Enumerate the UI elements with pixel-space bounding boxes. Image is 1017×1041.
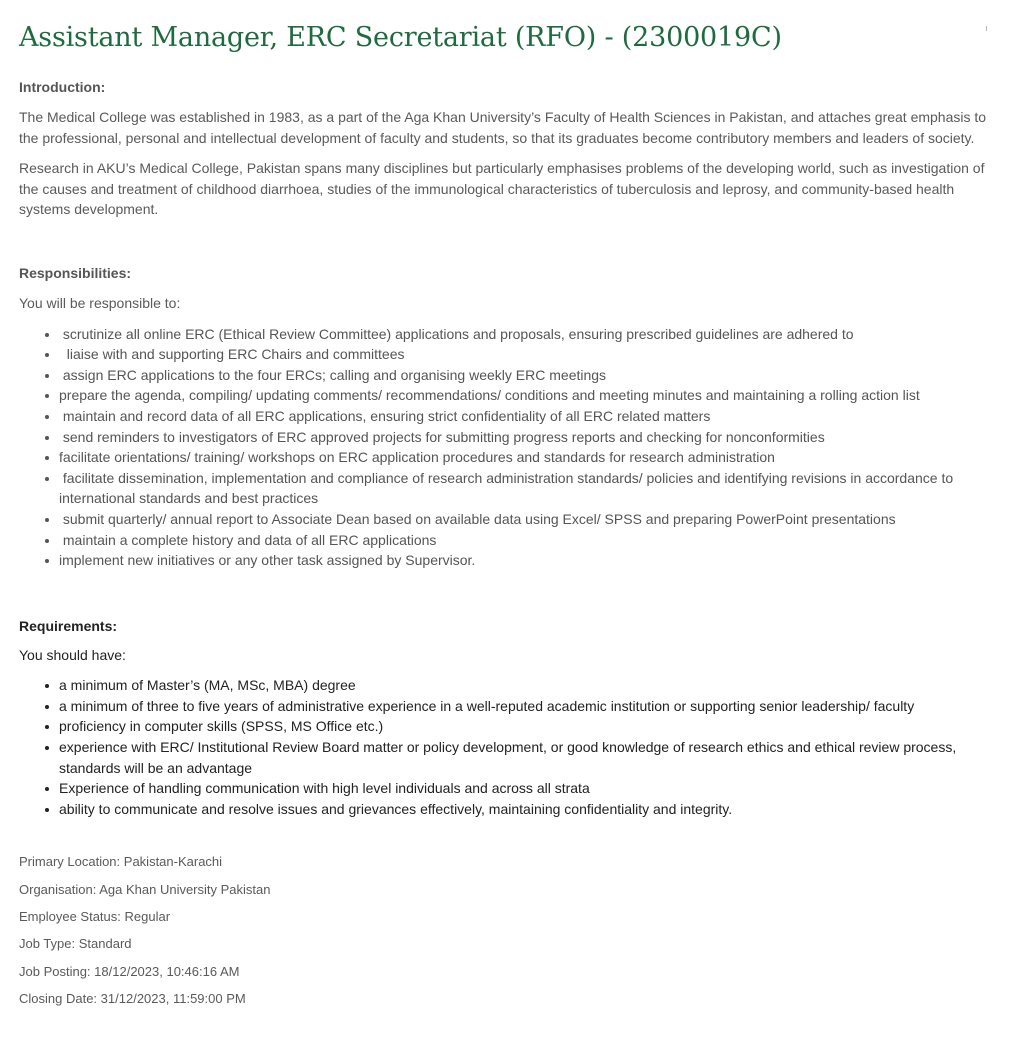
bullet-icon [45,746,49,750]
requirements-section [19,616,994,820]
job-title: Assistant Manager, ERC Secretariat (RFO) - (2300019C) [19,22,782,53]
detail-value: Aga Khan University Pakistan [99,881,271,897]
detail-organisation [19,882,994,898]
introduction-paragraph: The Medical College was established in 1983, as a part of the Aga Khan University’s Faculty of Health Sciences in Pakistan, and attaches great emphasis to the professional, personal and intellectual development of faculty and students, so that its graduates become contributory members and leaders of society. [19,109,987,146]
bullet-icon [45,518,49,522]
bullet-icon [45,705,49,709]
bullet-icon [45,333,49,337]
list-item-text: a minimum of three to five years of administrative experience in a well-reputed academic institution or supporting senior leadership/ faculty [59,697,915,714]
detail-value: Regular [124,909,171,925]
list-item-text: a minimum of Master’s (MA, MSc, MBA) degree [59,677,356,694]
requirements-heading: Requirements: [19,617,118,634]
list-item [59,696,994,717]
detail-primary-location [19,854,994,870]
bullet-icon [45,808,49,812]
list-item [59,324,994,345]
bullet-icon [45,436,49,440]
detail-value: 18/12/2023, 10:46:16 AM [94,963,240,979]
requirements-list [19,675,994,819]
job-description [19,0,994,1018]
list-item-text: experience with ERC/ Institutional Review Board matter or policy development, or good knowledge of research ethics and ethical review process, standards will be an advantage [59,739,957,776]
list-item-text: submit quarterly/ annual report to Associate Dean based on available data using Excel/ SPSS and preparing PowerPoint presentations [59,510,896,527]
list-item-text: implement new initiatives or any other task assigned by Supervisor. [59,552,476,569]
list-item [59,675,994,696]
bullet-icon [45,353,49,357]
list-item [59,385,994,406]
bullet-icon [45,539,49,543]
list-item [59,365,994,386]
responsibilities-list [19,324,994,571]
bullet-icon [45,394,49,398]
detail-value: 31/12/2023, 11:59:00 PM [100,990,246,1006]
list-item-text: facilitate dissemination, implementation and compliance of research administration standards/ policies and identifying revisions in accordance to international standards and best practices [59,469,958,507]
bullet-icon [45,456,49,460]
list-item-text: prepare the agenda, compiling/ updating comments/ recommendations/ conditions and meeting minutes and maintaining a rolling action list [59,387,920,404]
list-item [59,737,994,778]
detail-closing-date [19,991,994,1007]
detail-label: Job Posting: [19,963,91,979]
introduction-section [19,77,994,220]
bullet-icon [45,684,49,688]
bullet-icon [45,559,49,563]
list-item-text: maintain a complete history and data of all ERC applications [59,531,437,548]
list-item-text: ability to communicate and resolve issues and grievances effectively, maintaining confidentiality and integrity. [59,800,733,817]
list-item-text: facilitate orientations/ training/ workshops on ERC application procedures and standards for research administration [59,449,775,466]
responsibilities-lead: You will be responsible to: [19,294,181,311]
detail-job-posting [19,964,994,980]
bullet-icon [45,415,49,419]
list-item [59,468,994,509]
list-item [59,509,994,530]
list-item-text: maintain and record data of all ERC applications, ensuring strict confidentiality of all ERC related matters [59,407,711,424]
list-item [59,406,994,427]
list-item [59,427,994,448]
list-item [59,778,994,799]
detail-label: Organisation: [19,881,97,897]
bullet-icon [45,374,49,378]
responsibilities-heading: Responsibilities: [19,264,132,281]
detail-label: Job Type: [19,936,76,952]
bullet-icon [45,787,49,791]
list-item-text: liaise with and supporting ERC Chairs and committees [59,346,405,363]
detail-label: Employee Status: [19,909,121,925]
detail-value: Pakistan-Karachi [123,854,223,870]
list-item [59,716,994,737]
detail-label: Primary Location: [19,854,121,870]
introduction-paragraph: Research in AKU’s Medical College, Pakistan spans many disciplines but particularly emphasises problems of the developing world, such as investigation of the causes and treatment of childhood diarrhoea, studies of the immunological characteristics of tuberculosis and leprosy, and community-based health systems development. [19,160,985,218]
introduction-heading: Introduction: [19,79,106,95]
list-item [59,799,994,820]
bullet-icon [45,477,49,481]
list-item-text: assign ERC applications to the four ERCs; calling and organising weekly ERC meetings [59,366,607,383]
list-item [59,447,994,468]
detail-employee-status [19,909,994,925]
job-details-section [19,854,994,1006]
list-item-text: send reminders to investigators of ERC approved projects for submitting progress reports and checking for nonconformities [59,428,825,445]
list-item [59,550,994,571]
responsibilities-section [19,263,994,571]
detail-value: Standard [78,936,132,952]
detail-job-type [19,936,994,952]
requirements-lead: You should have: [19,646,126,663]
detail-label: Closing Date: [19,990,98,1006]
bullet-icon [45,725,49,729]
list-item-text: scrutinize all online ERC (Ethical Review Committee) applications and proposals, ensuring prescribed guidelines are adhered to [59,325,854,342]
list-item [59,530,994,551]
list-item [59,344,994,365]
list-item-text: proficiency in computer skills (SPSS, MS Office etc.) [59,718,384,735]
list-item-text: Experience of handling communication with high level individuals and across all strata [59,780,590,797]
